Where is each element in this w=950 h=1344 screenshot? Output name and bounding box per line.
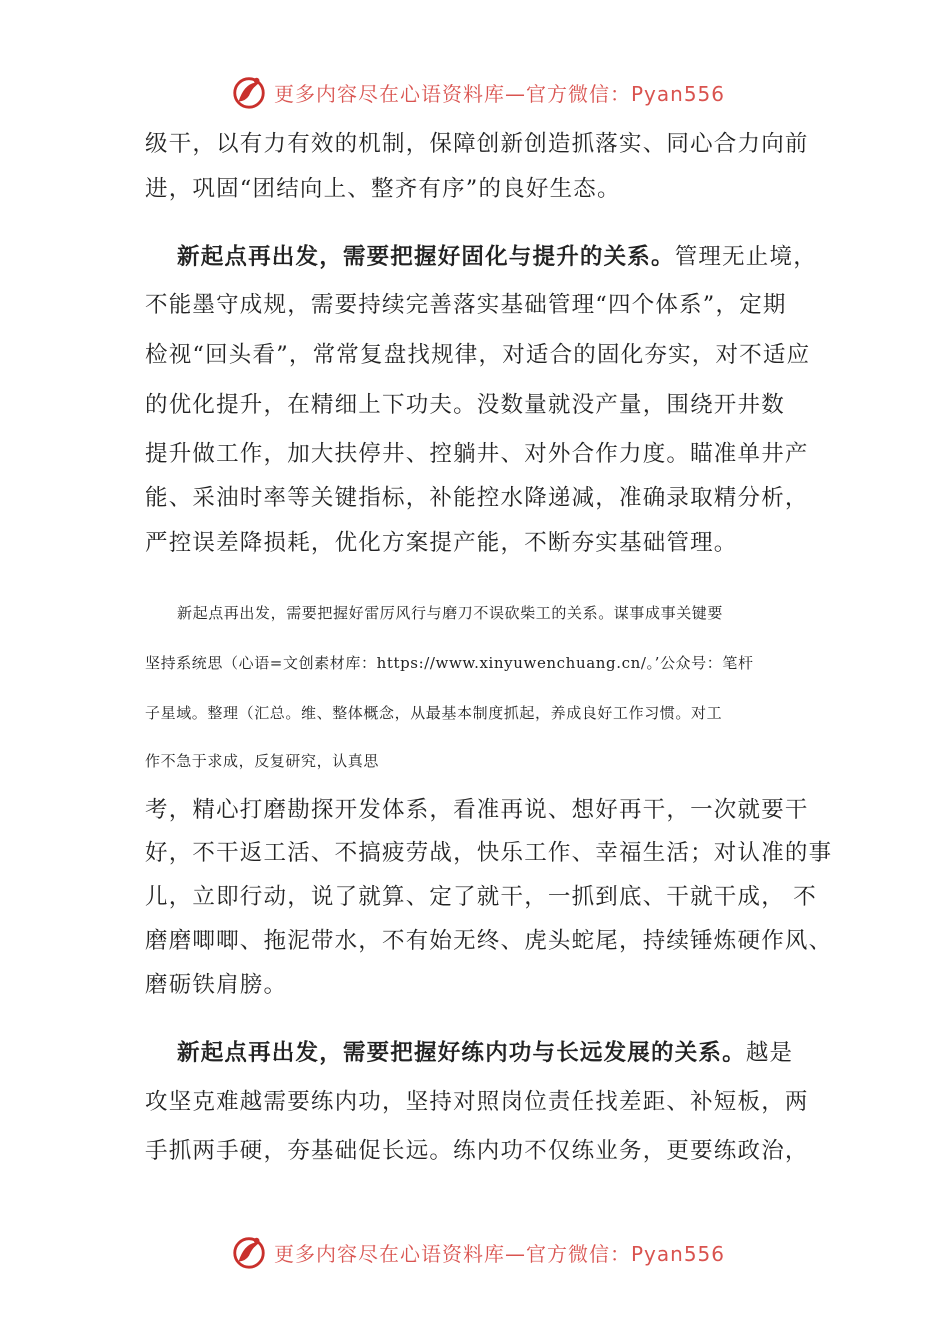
text-line: 提升做工作，加大扶停井、控躺井、对外合作力度。瞄准单井产: [145, 441, 809, 467]
footer-banner-text: 更多内容尽在心语资料库—官方微信：Pyan556: [274, 1241, 726, 1266]
text-line: 手抓两手硬，夯基础促长远。练内功不仅练业务，更要练政治，: [145, 1138, 809, 1164]
text-line: 磨磨唧唧、拖泥带水，不有始无终、虎头蛇尾，持续锤炼硬作风、: [145, 928, 833, 954]
logo-icon: [230, 73, 268, 111]
text-line: 攻坚克难越需要练内功，坚持对照岗位责任找差距、补短板，两: [145, 1089, 809, 1115]
paragraph-heading-line: [177, 1038, 793, 1068]
text-line: 不能墨守成规，需要持续完善落实基础管理“四个体系”，定期: [145, 292, 787, 318]
text-run: 管理无止境，: [674, 244, 817, 270]
text-line: 的优化提升，在精细上下功夫。没数量就没产量，围绕开井数: [145, 392, 785, 418]
footer-banner: [230, 1232, 750, 1272]
text-line: 考，精心打磨勘探开发体系，看准再说、想好再干，一次就要干: [145, 797, 809, 823]
text-line: 磨砺铁肩膀。: [145, 972, 288, 998]
text-line: 能、采油时率等关键指标，补能控水降递减，准确录取精分析，: [145, 485, 809, 511]
text-line: 进，巩固“团结向上、整齐有序”的良好生态。: [145, 176, 621, 202]
paragraph-heading: 新起点再出发，需要把握好练内功与长远发展的关系。: [177, 1040, 746, 1066]
text-line: 好，不干返工活、不搞疲劳战，快乐工作、幸福生活；对认准的事: [145, 840, 833, 866]
text-line: 检视“回头看”，常常复盘找规律，对适合的固化夯实，对不适应: [145, 342, 811, 368]
header-banner-text: 更多内容尽在心语资料库—官方微信：Pyan556: [274, 81, 726, 106]
small-text-line: 新起点再出发，需要把握好雷厉风行与磨刀不误砍柴工的关系。谋事成事关键要: [177, 604, 724, 622]
logo-icon: [230, 1233, 268, 1271]
text-run: 越是: [745, 1040, 794, 1066]
text-line: 级干，以有力有效的机制，保障创新创造抓落实、同心合力向前: [145, 131, 809, 157]
text-line: 严控误差降损耗，优化方案提产能，不断夯实基础管理。: [145, 530, 738, 556]
text-line: 儿，立即行动，说了就算、定了就干，一抓到底、干就干成， 不: [145, 884, 817, 910]
small-text-line: 作不急于求成，反复研究，认真思: [145, 752, 380, 770]
paragraph-heading-line: [177, 242, 817, 272]
header-banner: [230, 72, 750, 112]
small-text-line: 坚持系统思（心语=文创素材库：https://www.xinyuwenchuang.cn/。’公众号：笔杆: [145, 654, 754, 672]
paragraph-heading: 新起点再出发，需要把握好固化与提升的关系。: [177, 244, 675, 270]
small-text-line: 子星域。整理（汇总。维、整体概念，从最基本制度抓起，养成良好工作习惯。对工: [145, 704, 723, 722]
